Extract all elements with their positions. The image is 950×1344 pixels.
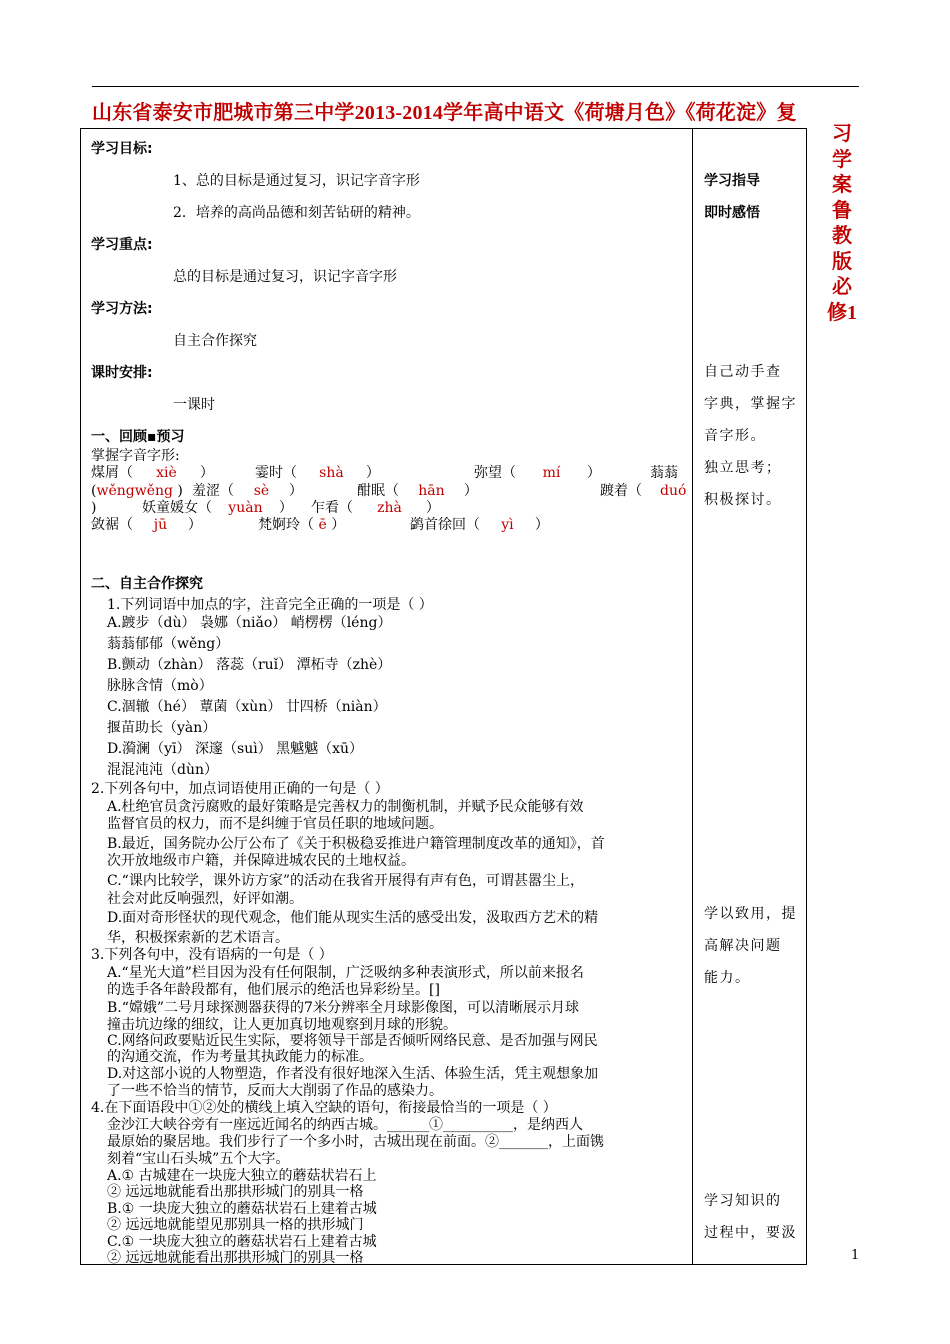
note-line: 能力。: [704, 970, 751, 986]
word: 踱着: [600, 483, 628, 499]
q4-option-line: ② 远远地就能看出那拱形城门的别具一格: [107, 1250, 364, 1266]
section2-heading: 二、自主合作探究: [91, 576, 203, 592]
pinyin: ē: [318, 517, 327, 533]
q4-passage-line: 刻着“宝山石头城”五个大字。: [107, 1151, 290, 1167]
pinyin-item: 梵婀玲（ ē ）: [258, 517, 346, 533]
q1-option-line: A.踱步（dù） 袅娜（niǎo） 峭楞楞（léng）: [107, 615, 392, 631]
note-line: 独立思考；: [704, 460, 782, 476]
q4-option-line: ② 远远地就能望见那别具一格的拱形城门: [107, 1217, 364, 1233]
note-line: 自己动手查: [704, 364, 782, 380]
q2-option-line: 华，积极探索新的艺术语言。: [107, 930, 289, 946]
q2-option-line: C.“课内比较学，课外访方家”的活动在我省开展得有声有色，可谓甚嚣尘上，: [107, 873, 584, 889]
focus-text: 总的目标是通过复习，识记字音字形: [173, 269, 397, 285]
note-line: 过程中，要汲: [704, 1225, 797, 1241]
note-line: 高解决问题: [704, 938, 782, 954]
goals-heading: 学习目标:: [91, 141, 153, 157]
word: 乍看: [311, 500, 339, 516]
pinyin: mí: [542, 465, 561, 481]
pinyin-item: 乍看（ zhà ）: [311, 500, 440, 516]
q3-option-line: 的选手各年龄段都有，他们展示的绝活也异彩纷呈。[]: [107, 982, 440, 998]
focus-heading: 学习重点:: [91, 237, 153, 253]
pinyin: zhà: [377, 500, 402, 516]
schedule-heading: 课时安排:: [91, 365, 153, 381]
question-2: 2.下列各句中，加点词语使用正确的一句是（ ）: [91, 781, 389, 797]
q4-passage-line: 金沙江大峡谷旁有一座远近闻名的纳西古城。______①__________，是纳西人: [107, 1117, 583, 1133]
sidebar-note-3: [704, 1185, 800, 1249]
method-text: 自主合作探究: [173, 333, 257, 349]
section1-heading: 一、回顾▪预习: [91, 429, 185, 445]
q3-option-line: 的沟通交流，作为考量其执政能力的标准。: [107, 1049, 373, 1065]
pinyin-item: 煤屑（ xiè ）: [91, 465, 214, 481]
sidebar-guide: 学习指导: [704, 173, 760, 189]
pinyin-item: [650, 465, 678, 481]
note-line: 学以致用，提: [704, 906, 797, 922]
bracket: ): [91, 500, 97, 516]
word: 鹢首徐回: [410, 517, 466, 533]
pinyin-item: 踱着（ duó: [600, 483, 687, 499]
pinyin: yuàn: [228, 500, 263, 516]
word: 梵婀玲: [258, 517, 300, 533]
q1-option-line: 脉脉含情（mò）: [107, 678, 213, 694]
q2-option-line: 次开放地级市户籍，并保障进城农民的土地权益。: [107, 853, 415, 869]
sidebar-note-1: [704, 356, 800, 516]
note-line: 积极探讨。: [704, 492, 782, 508]
pinyin-item: 妖童媛女（ yuàn ）: [142, 500, 293, 516]
q4-option-line: C.① 一块庞大独立的蘑菇状岩石上建着古城: [107, 1234, 377, 1250]
q3-option-line: B.“嫦娥”二号月球探测器获得的7米分辨率全月球影像图，可以清晰展示月球: [107, 1000, 579, 1016]
sidebar-insight: 即时感悟: [704, 205, 760, 221]
page-number: 1: [851, 1248, 860, 1263]
q4-option-line: A.① 古城建在一块庞大独立的蘑菇状岩石上: [107, 1168, 377, 1184]
q2-option-line: D.面对奇形怪状的现代观念，他们能从现实生活的感受出发，汲取西方艺术的精: [107, 910, 599, 926]
pinyin-item: 弥望（ mí ）: [474, 465, 601, 481]
q1-option-line: 蓊蓊郁郁（wěng）: [107, 636, 230, 652]
question-4: 4.在下面语段中①②处的横线上填入空缺的语句，衔接最恰当的一项是（ ）: [91, 1100, 557, 1116]
q4-option-line: ② 远远地就能看出那拱形城门的别具一格: [107, 1184, 364, 1200]
q3-option-line: 了一些不恰当的情节，反而大大削弱了作品的感染力。: [107, 1083, 443, 1099]
word: 霎时: [255, 465, 283, 481]
q4-passage-line: 最原始的聚居地。我们步行了一个多小时，古城出现在前面。②_______，上面镌: [107, 1134, 604, 1150]
method-heading: 学习方法:: [91, 301, 153, 317]
q3-option-line: D.对这部小说的人物塑造，作者没有很好地深入生活、体验生活，凭主观想象加: [107, 1066, 599, 1082]
note-line: 字典，掌握字: [704, 396, 797, 412]
q1-option-line: D.漪澜（yī） 深邃（suì） 黑魆魆（xū）: [107, 741, 364, 757]
q1-option-line: C.涸辙（hé） 蕈菌（xùn） 廿四桥（niàn）: [107, 699, 387, 715]
column-divider: [692, 128, 693, 1265]
q3-option-line: A.“星光大道”栏目因为没有任何限制，广泛吸纳多种表演形式，所以前来报名: [107, 965, 584, 981]
q1-option-line: 揠苗助长（yàn）: [107, 720, 217, 736]
word: 煤屑: [91, 465, 119, 481]
note-line: 音字形。: [704, 428, 766, 444]
word: 酣眠: [357, 483, 385, 499]
q1-option-line: 混混沌沌（dùn）: [107, 762, 218, 778]
q2-option-line: B.最近，国务院办公厅公布了《关于积极稳妥推进户籍管理制度改革的通知》，首: [107, 836, 605, 852]
pinyin: jū: [153, 517, 168, 533]
q2-option-line: 监督官员的权力，而不是纠缠于官员任职的地域问题。: [107, 816, 443, 832]
pinyin-item: 霎时（ shà ）: [255, 465, 380, 481]
word: 弥望: [474, 465, 502, 481]
note-line: 学习知识的: [704, 1193, 782, 1209]
question-3: 3.下列各句中，没有语病的一句是（ ）: [91, 947, 333, 963]
goal-item: 1、总的目标是通过复习，识记字音字形: [173, 173, 420, 189]
word: 羞涩: [192, 483, 220, 499]
document-title-continued: 习学案鲁教版必修1: [827, 123, 857, 324]
pinyin-item: 羞涩（ sè ）: [192, 483, 303, 499]
pinyin: xiè: [156, 465, 177, 481]
pinyin: hān: [418, 483, 445, 499]
document-title: 山东省泰安市肥城市第三中学2013-2014学年高中语文《荷塘月色》《荷花淀》复: [92, 102, 797, 124]
pinyin: wěngwěng: [96, 483, 173, 499]
pinyin-item: 鹢首徐回（ yì ）: [410, 517, 549, 533]
section1-intro: 掌握字音字形:: [91, 448, 180, 464]
pinyin: shà: [319, 465, 344, 481]
sidebar-note-2: [704, 898, 800, 994]
q1-option-line: B.颤动（zhàn） 落蕊（ruǐ） 潭柘寺（zhè）: [107, 657, 392, 673]
q2-option-line: A.杜绝官员贪污腐败的最好策略是完善权力的制衡机制，并赋予民众能够有效: [107, 799, 584, 815]
word: 妖童媛女: [142, 500, 198, 516]
q3-option-line: C.网络问政要贴近民生实际，要将领导干部是否倾听网络民意、是否加强与网民: [107, 1033, 598, 1049]
pinyin-item: (wěngwěng ): [91, 483, 183, 499]
pinyin: yì: [501, 517, 514, 533]
word: 蓊蓊: [650, 465, 678, 481]
pinyin-item: 敛裾（ jū ）: [91, 517, 202, 533]
top-rule: [92, 86, 859, 87]
schedule-text: 一课时: [173, 397, 215, 413]
question-1: 1.下列词语中加点的字，注音完全正确的一项是（ ）: [107, 597, 433, 613]
q4-option-line: B.① 一块庞大独立的蘑菇状岩石上建着古城: [107, 1201, 377, 1217]
pinyin: sè: [253, 483, 270, 499]
q2-option-line: 社会对此反响强烈，好评如潮。: [107, 891, 303, 907]
q3-option-line: 撞击坑边缘的细纹，让人更加真切地观察到月球的形貌。: [107, 1017, 457, 1033]
pinyin-item: 酣眠（ hān ）: [357, 483, 478, 499]
goal-item: 2．培养的高尚品德和刻苦钻研的精神。: [173, 205, 420, 221]
word: 敛裾: [91, 517, 119, 533]
pinyin: duó: [660, 483, 687, 499]
